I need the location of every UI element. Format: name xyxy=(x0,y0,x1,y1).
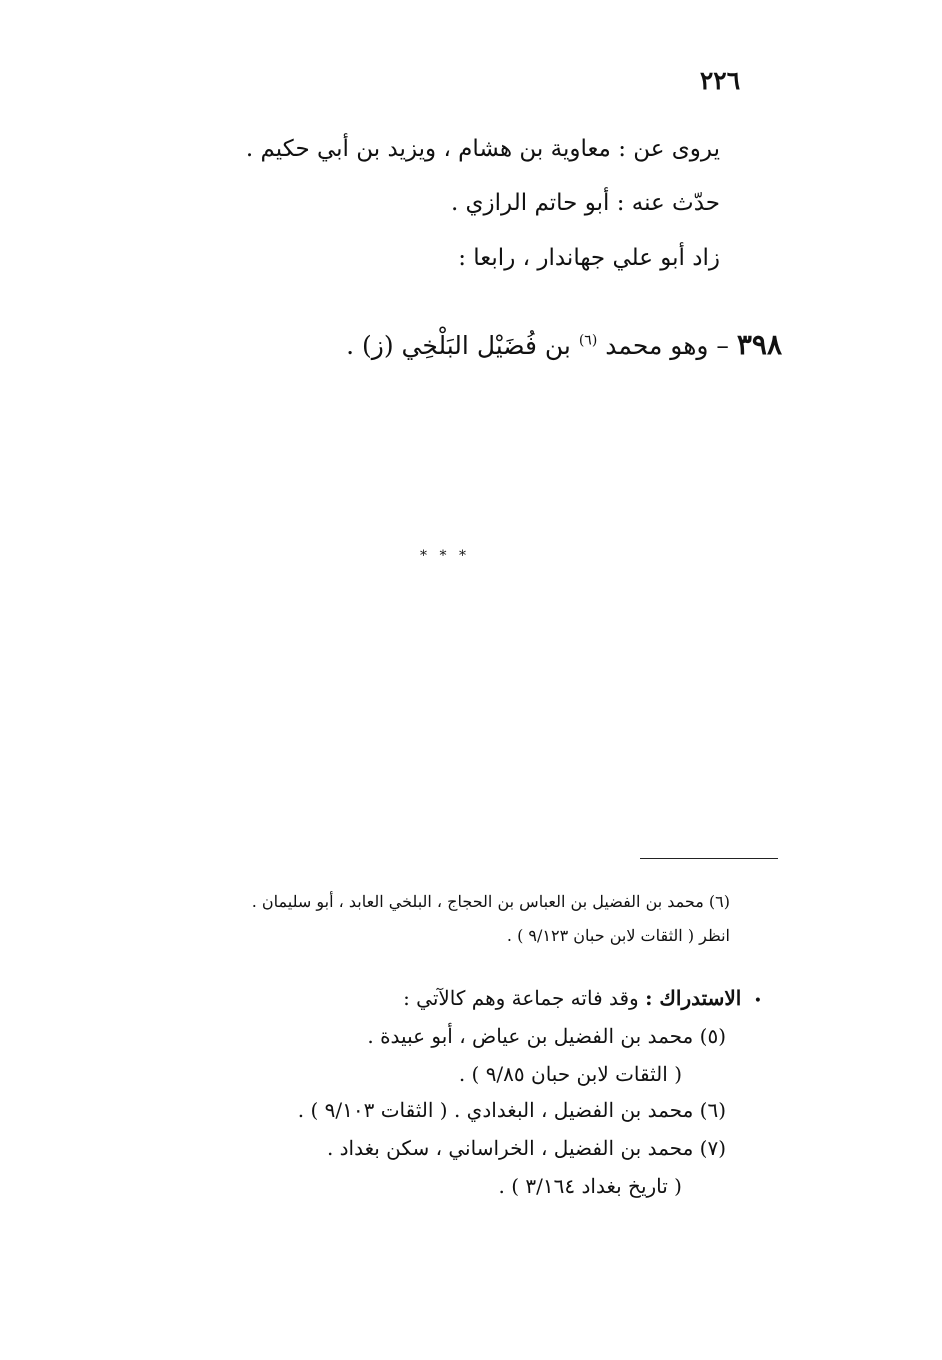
footnote-reference: (٦) xyxy=(578,332,598,349)
addendum-line: (٧) محمد بن الفضيل ، الخراساني ، سكن بغداد . xyxy=(326,1136,726,1160)
addendum-line: (٥) محمد بن الفضيل بن عياض ، أبو عبيدة . xyxy=(367,1024,726,1048)
addendum-line: ( الثقات لابن حبان ٩/٨٥ ) . xyxy=(458,1062,682,1086)
entry-text-after-ref: بن فُضَيْل البَلْخِي (ز) . xyxy=(346,331,571,360)
footnote-line: (٦) محمد بن الفضيل بن العباس بن الحجاج ، البلخي العابد ، أبو سليمان . xyxy=(251,892,730,911)
footnote-line: انظر ( الثقات لابن حبان ٩/١٢٣ ) . xyxy=(506,926,730,945)
addendum-heading xyxy=(403,986,762,1010)
narrates-from-line: يروى عن : معاوية بن هشام ، ويزيد بن أبي حكيم . xyxy=(245,136,720,162)
biography-entry xyxy=(346,328,782,361)
addendum-label: الاستدراك : xyxy=(645,986,742,1010)
footnote-divider xyxy=(640,858,778,859)
entry-number: ٣٩٨ xyxy=(736,328,782,361)
page-number: ٢٢٦ xyxy=(699,66,741,95)
narrated-by-line: حدّث عنه : أبو حاتم الرازي . xyxy=(450,190,720,216)
addition-line: زاد أبو علي جهاندار ، رابعا : xyxy=(458,245,720,271)
addendum-line: ( تاريخ بغداد ٣/١٦٤ ) . xyxy=(498,1174,682,1198)
bullet-icon: • xyxy=(753,993,762,1009)
section-separator: * * * xyxy=(420,548,470,564)
entry-text-before-ref: – وهو محمد xyxy=(605,331,729,360)
addendum-intro: وقد فاته جماعة وهم كالآتي : xyxy=(403,986,639,1010)
addendum-line: (٦) محمد بن الفضيل ، البغدادي . ( الثقات ٩/١٠٣ ) . xyxy=(297,1098,726,1122)
